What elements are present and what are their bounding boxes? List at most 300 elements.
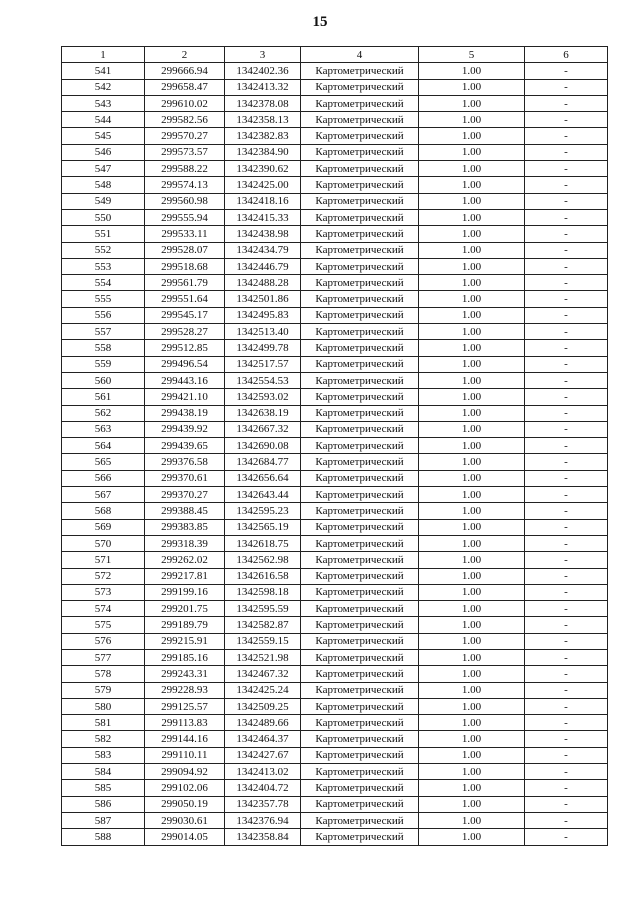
table-row bbox=[62, 307, 608, 323]
point-number-cell: 545 bbox=[62, 128, 145, 144]
x-coordinate-cell: 299439.92 bbox=[145, 421, 225, 437]
point-number-cell: 583 bbox=[62, 747, 145, 763]
point-number-cell: 580 bbox=[62, 698, 145, 714]
note-cell: - bbox=[525, 601, 608, 617]
table-row bbox=[62, 829, 608, 845]
y-coordinate-cell: 1342358.84 bbox=[225, 829, 301, 845]
table-row bbox=[62, 503, 608, 519]
point-number-cell: 550 bbox=[62, 209, 145, 225]
y-coordinate-cell: 1342413.32 bbox=[225, 79, 301, 95]
x-coordinate-cell: 299113.83 bbox=[145, 715, 225, 731]
point-number-cell: 554 bbox=[62, 275, 145, 291]
accuracy-cell: 1.00 bbox=[419, 112, 525, 128]
method-cell: Картометрический bbox=[301, 617, 419, 633]
accuracy-cell: 1.00 bbox=[419, 552, 525, 568]
method-cell: Картометрический bbox=[301, 421, 419, 437]
x-coordinate-cell: 299573.57 bbox=[145, 144, 225, 160]
y-coordinate-cell: 1342638.19 bbox=[225, 405, 301, 421]
method-cell: Картометрический bbox=[301, 307, 419, 323]
note-cell: - bbox=[525, 161, 608, 177]
point-number-cell: 570 bbox=[62, 535, 145, 551]
x-coordinate-cell: 299439.65 bbox=[145, 438, 225, 454]
header-col-5: 5 bbox=[419, 47, 525, 63]
table-row bbox=[62, 715, 608, 731]
note-cell: - bbox=[525, 812, 608, 828]
point-number-cell: 569 bbox=[62, 519, 145, 535]
note-cell: - bbox=[525, 258, 608, 274]
point-number-cell: 572 bbox=[62, 568, 145, 584]
point-number-cell: 576 bbox=[62, 633, 145, 649]
x-coordinate-cell: 299125.57 bbox=[145, 698, 225, 714]
table-row bbox=[62, 291, 608, 307]
method-cell: Картометрический bbox=[301, 112, 419, 128]
table-row bbox=[62, 698, 608, 714]
x-coordinate-cell: 299610.02 bbox=[145, 95, 225, 111]
accuracy-cell: 1.00 bbox=[419, 535, 525, 551]
accuracy-cell: 1.00 bbox=[419, 649, 525, 665]
point-number-cell: 565 bbox=[62, 454, 145, 470]
point-number-cell: 568 bbox=[62, 503, 145, 519]
x-coordinate-cell: 299528.27 bbox=[145, 324, 225, 340]
x-coordinate-cell: 299574.13 bbox=[145, 177, 225, 193]
x-coordinate-cell: 299533.11 bbox=[145, 226, 225, 242]
method-cell: Картометрический bbox=[301, 747, 419, 763]
accuracy-cell: 1.00 bbox=[419, 584, 525, 600]
method-cell: Картометрический bbox=[301, 372, 419, 388]
point-number-cell: 585 bbox=[62, 780, 145, 796]
accuracy-cell: 1.00 bbox=[419, 128, 525, 144]
point-number-cell: 579 bbox=[62, 682, 145, 698]
accuracy-cell: 1.00 bbox=[419, 389, 525, 405]
method-cell: Картометрический bbox=[301, 209, 419, 225]
y-coordinate-cell: 1342378.08 bbox=[225, 95, 301, 111]
y-coordinate-cell: 1342382.83 bbox=[225, 128, 301, 144]
header-col-4: 4 bbox=[301, 47, 419, 63]
x-coordinate-cell: 299110.11 bbox=[145, 747, 225, 763]
x-coordinate-cell: 299388.45 bbox=[145, 503, 225, 519]
accuracy-cell: 1.00 bbox=[419, 617, 525, 633]
x-coordinate-cell: 299421.10 bbox=[145, 389, 225, 405]
table-row bbox=[62, 372, 608, 388]
point-number-cell: 542 bbox=[62, 79, 145, 95]
method-cell: Картометрический bbox=[301, 698, 419, 714]
table-row bbox=[62, 193, 608, 209]
point-number-cell: 552 bbox=[62, 242, 145, 258]
method-cell: Картометрический bbox=[301, 193, 419, 209]
accuracy-cell: 1.00 bbox=[419, 356, 525, 372]
accuracy-cell: 1.00 bbox=[419, 568, 525, 584]
x-coordinate-cell: 299030.61 bbox=[145, 812, 225, 828]
accuracy-cell: 1.00 bbox=[419, 438, 525, 454]
y-coordinate-cell: 1342413.02 bbox=[225, 764, 301, 780]
method-cell: Картометрический bbox=[301, 666, 419, 682]
table-row bbox=[62, 666, 608, 682]
table-row bbox=[62, 649, 608, 665]
table-row bbox=[62, 63, 608, 79]
point-number-cell: 553 bbox=[62, 258, 145, 274]
point-number-cell: 560 bbox=[62, 372, 145, 388]
point-number-cell: 578 bbox=[62, 666, 145, 682]
note-cell: - bbox=[525, 829, 608, 845]
x-coordinate-cell: 299570.27 bbox=[145, 128, 225, 144]
point-number-cell: 541 bbox=[62, 63, 145, 79]
method-cell: Картометрический bbox=[301, 796, 419, 812]
accuracy-cell: 1.00 bbox=[419, 340, 525, 356]
y-coordinate-cell: 1342618.75 bbox=[225, 535, 301, 551]
accuracy-cell: 1.00 bbox=[419, 487, 525, 503]
method-cell: Картометрический bbox=[301, 470, 419, 486]
y-coordinate-cell: 1342521.98 bbox=[225, 649, 301, 665]
point-number-cell: 575 bbox=[62, 617, 145, 633]
accuracy-cell: 1.00 bbox=[419, 666, 525, 682]
accuracy-cell: 1.00 bbox=[419, 780, 525, 796]
note-cell: - bbox=[525, 552, 608, 568]
note-cell: - bbox=[525, 405, 608, 421]
y-coordinate-cell: 1342376.94 bbox=[225, 812, 301, 828]
point-number-cell: 561 bbox=[62, 389, 145, 405]
point-number-cell: 556 bbox=[62, 307, 145, 323]
table-row bbox=[62, 584, 608, 600]
table-row bbox=[62, 764, 608, 780]
y-coordinate-cell: 1342595.59 bbox=[225, 601, 301, 617]
table-row bbox=[62, 747, 608, 763]
y-coordinate-cell: 1342501.86 bbox=[225, 291, 301, 307]
x-coordinate-cell: 299243.31 bbox=[145, 666, 225, 682]
y-coordinate-cell: 1342438.98 bbox=[225, 226, 301, 242]
x-coordinate-cell: 299201.75 bbox=[145, 601, 225, 617]
y-coordinate-cell: 1342667.32 bbox=[225, 421, 301, 437]
method-cell: Картометрический bbox=[301, 633, 419, 649]
accuracy-cell: 1.00 bbox=[419, 258, 525, 274]
accuracy-cell: 1.00 bbox=[419, 812, 525, 828]
note-cell: - bbox=[525, 95, 608, 111]
y-coordinate-cell: 1342427.67 bbox=[225, 747, 301, 763]
x-coordinate-cell: 299582.56 bbox=[145, 112, 225, 128]
note-cell: - bbox=[525, 291, 608, 307]
table-row bbox=[62, 95, 608, 111]
x-coordinate-cell: 299370.61 bbox=[145, 470, 225, 486]
y-coordinate-cell: 1342425.00 bbox=[225, 177, 301, 193]
y-coordinate-cell: 1342390.62 bbox=[225, 161, 301, 177]
accuracy-cell: 1.00 bbox=[419, 144, 525, 160]
note-cell: - bbox=[525, 177, 608, 193]
point-number-cell: 586 bbox=[62, 796, 145, 812]
y-coordinate-cell: 1342598.18 bbox=[225, 584, 301, 600]
y-coordinate-cell: 1342582.87 bbox=[225, 617, 301, 633]
point-number-cell: 557 bbox=[62, 324, 145, 340]
point-number-cell: 551 bbox=[62, 226, 145, 242]
point-number-cell: 582 bbox=[62, 731, 145, 747]
x-coordinate-cell: 299262.02 bbox=[145, 552, 225, 568]
header-col-6: 6 bbox=[525, 47, 608, 63]
y-coordinate-cell: 1342616.58 bbox=[225, 568, 301, 584]
note-cell: - bbox=[525, 470, 608, 486]
x-coordinate-cell: 299217.81 bbox=[145, 568, 225, 584]
y-coordinate-cell: 1342509.25 bbox=[225, 698, 301, 714]
x-coordinate-cell: 299014.05 bbox=[145, 829, 225, 845]
method-cell: Картометрический bbox=[301, 177, 419, 193]
y-coordinate-cell: 1342467.32 bbox=[225, 666, 301, 682]
note-cell: - bbox=[525, 438, 608, 454]
x-coordinate-cell: 299518.68 bbox=[145, 258, 225, 274]
accuracy-cell: 1.00 bbox=[419, 95, 525, 111]
accuracy-cell: 1.00 bbox=[419, 503, 525, 519]
x-coordinate-cell: 299666.94 bbox=[145, 63, 225, 79]
method-cell: Картометрический bbox=[301, 682, 419, 698]
note-cell: - bbox=[525, 242, 608, 258]
method-cell: Картометрический bbox=[301, 780, 419, 796]
x-coordinate-cell: 299443.16 bbox=[145, 372, 225, 388]
note-cell: - bbox=[525, 649, 608, 665]
y-coordinate-cell: 1342446.79 bbox=[225, 258, 301, 274]
note-cell: - bbox=[525, 535, 608, 551]
x-coordinate-cell: 299383.85 bbox=[145, 519, 225, 535]
x-coordinate-cell: 299561.79 bbox=[145, 275, 225, 291]
method-cell: Картометрический bbox=[301, 144, 419, 160]
point-number-cell: 555 bbox=[62, 291, 145, 307]
table-row bbox=[62, 568, 608, 584]
note-cell: - bbox=[525, 584, 608, 600]
table-body bbox=[62, 63, 608, 845]
y-coordinate-cell: 1342357.78 bbox=[225, 796, 301, 812]
method-cell: Картометрический bbox=[301, 324, 419, 340]
note-cell: - bbox=[525, 764, 608, 780]
method-cell: Картометрический bbox=[301, 535, 419, 551]
accuracy-cell: 1.00 bbox=[419, 307, 525, 323]
note-cell: - bbox=[525, 617, 608, 633]
x-coordinate-cell: 299528.07 bbox=[145, 242, 225, 258]
x-coordinate-cell: 299438.19 bbox=[145, 405, 225, 421]
method-cell: Картометрический bbox=[301, 356, 419, 372]
point-number-cell: 563 bbox=[62, 421, 145, 437]
point-number-cell: 548 bbox=[62, 177, 145, 193]
method-cell: Картометрический bbox=[301, 95, 419, 111]
x-coordinate-cell: 299199.16 bbox=[145, 584, 225, 600]
table-row bbox=[62, 487, 608, 503]
note-cell: - bbox=[525, 209, 608, 225]
method-cell: Картометрический bbox=[301, 63, 419, 79]
note-cell: - bbox=[525, 356, 608, 372]
method-cell: Картометрический bbox=[301, 405, 419, 421]
table-row bbox=[62, 340, 608, 356]
table-row bbox=[62, 780, 608, 796]
method-cell: Картометрический bbox=[301, 340, 419, 356]
accuracy-cell: 1.00 bbox=[419, 470, 525, 486]
coordinates-table bbox=[61, 46, 608, 846]
method-cell: Картометрический bbox=[301, 79, 419, 95]
y-coordinate-cell: 1342384.90 bbox=[225, 144, 301, 160]
point-number-cell: 567 bbox=[62, 487, 145, 503]
note-cell: - bbox=[525, 144, 608, 160]
method-cell: Картометрический bbox=[301, 584, 419, 600]
y-coordinate-cell: 1342425.24 bbox=[225, 682, 301, 698]
x-coordinate-cell: 299560.98 bbox=[145, 193, 225, 209]
note-cell: - bbox=[525, 731, 608, 747]
note-cell: - bbox=[525, 796, 608, 812]
table-row bbox=[62, 421, 608, 437]
y-coordinate-cell: 1342562.98 bbox=[225, 552, 301, 568]
table-row bbox=[62, 519, 608, 535]
y-coordinate-cell: 1342559.15 bbox=[225, 633, 301, 649]
point-number-cell: 571 bbox=[62, 552, 145, 568]
accuracy-cell: 1.00 bbox=[419, 421, 525, 437]
accuracy-cell: 1.00 bbox=[419, 324, 525, 340]
accuracy-cell: 1.00 bbox=[419, 79, 525, 95]
accuracy-cell: 1.00 bbox=[419, 633, 525, 649]
table-row bbox=[62, 128, 608, 144]
point-number-cell: 559 bbox=[62, 356, 145, 372]
method-cell: Картометрический bbox=[301, 552, 419, 568]
point-number-cell: 549 bbox=[62, 193, 145, 209]
point-number-cell: 584 bbox=[62, 764, 145, 780]
x-coordinate-cell: 299102.06 bbox=[145, 780, 225, 796]
method-cell: Картометрический bbox=[301, 731, 419, 747]
table-row bbox=[62, 209, 608, 225]
x-coordinate-cell: 299555.94 bbox=[145, 209, 225, 225]
header-row bbox=[62, 47, 608, 63]
x-coordinate-cell: 299512.85 bbox=[145, 340, 225, 356]
note-cell: - bbox=[525, 633, 608, 649]
table-row bbox=[62, 112, 608, 128]
note-cell: - bbox=[525, 519, 608, 535]
table-row bbox=[62, 405, 608, 421]
table-row bbox=[62, 389, 608, 405]
x-coordinate-cell: 299545.17 bbox=[145, 307, 225, 323]
accuracy-cell: 1.00 bbox=[419, 682, 525, 698]
method-cell: Картометрический bbox=[301, 161, 419, 177]
point-number-cell: 566 bbox=[62, 470, 145, 486]
note-cell: - bbox=[525, 79, 608, 95]
table-row bbox=[62, 617, 608, 633]
accuracy-cell: 1.00 bbox=[419, 405, 525, 421]
y-coordinate-cell: 1342404.72 bbox=[225, 780, 301, 796]
accuracy-cell: 1.00 bbox=[419, 601, 525, 617]
accuracy-cell: 1.00 bbox=[419, 698, 525, 714]
y-coordinate-cell: 1342554.53 bbox=[225, 372, 301, 388]
x-coordinate-cell: 299588.22 bbox=[145, 161, 225, 177]
note-cell: - bbox=[525, 666, 608, 682]
x-coordinate-cell: 299189.79 bbox=[145, 617, 225, 633]
x-coordinate-cell: 299215.91 bbox=[145, 633, 225, 649]
header-col-3: 3 bbox=[225, 47, 301, 63]
page-number: 15 bbox=[312, 14, 328, 30]
note-cell: - bbox=[525, 324, 608, 340]
x-coordinate-cell: 299370.27 bbox=[145, 487, 225, 503]
point-number-cell: 558 bbox=[62, 340, 145, 356]
method-cell: Картометрический bbox=[301, 829, 419, 845]
y-coordinate-cell: 1342690.08 bbox=[225, 438, 301, 454]
y-coordinate-cell: 1342643.44 bbox=[225, 487, 301, 503]
method-cell: Картометрический bbox=[301, 519, 419, 535]
table-row bbox=[62, 275, 608, 291]
y-coordinate-cell: 1342418.16 bbox=[225, 193, 301, 209]
table-row bbox=[62, 796, 608, 812]
y-coordinate-cell: 1342402.36 bbox=[225, 63, 301, 79]
note-cell: - bbox=[525, 389, 608, 405]
y-coordinate-cell: 1342656.64 bbox=[225, 470, 301, 486]
table-row bbox=[62, 682, 608, 698]
method-cell: Картометрический bbox=[301, 242, 419, 258]
table-row bbox=[62, 731, 608, 747]
x-coordinate-cell: 299376.58 bbox=[145, 454, 225, 470]
method-cell: Картометрический bbox=[301, 764, 419, 780]
point-number-cell: 564 bbox=[62, 438, 145, 454]
note-cell: - bbox=[525, 128, 608, 144]
y-coordinate-cell: 1342488.28 bbox=[225, 275, 301, 291]
table-row bbox=[62, 633, 608, 649]
table-row bbox=[62, 601, 608, 617]
point-number-cell: 573 bbox=[62, 584, 145, 600]
accuracy-cell: 1.00 bbox=[419, 372, 525, 388]
note-cell: - bbox=[525, 568, 608, 584]
y-coordinate-cell: 1342415.33 bbox=[225, 209, 301, 225]
table-row bbox=[62, 144, 608, 160]
method-cell: Картометрический bbox=[301, 128, 419, 144]
table-row bbox=[62, 79, 608, 95]
table-row bbox=[62, 324, 608, 340]
method-cell: Картометрический bbox=[301, 568, 419, 584]
point-number-cell: 577 bbox=[62, 649, 145, 665]
note-cell: - bbox=[525, 63, 608, 79]
method-cell: Картометрический bbox=[301, 601, 419, 617]
point-number-cell: 547 bbox=[62, 161, 145, 177]
table-row bbox=[62, 161, 608, 177]
note-cell: - bbox=[525, 340, 608, 356]
table-row bbox=[62, 470, 608, 486]
x-coordinate-cell: 299228.93 bbox=[145, 682, 225, 698]
method-cell: Картометрический bbox=[301, 291, 419, 307]
method-cell: Картометрический bbox=[301, 258, 419, 274]
table-row bbox=[62, 177, 608, 193]
accuracy-cell: 1.00 bbox=[419, 177, 525, 193]
x-coordinate-cell: 299658.47 bbox=[145, 79, 225, 95]
note-cell: - bbox=[525, 226, 608, 242]
accuracy-cell: 1.00 bbox=[419, 454, 525, 470]
accuracy-cell: 1.00 bbox=[419, 715, 525, 731]
point-number-cell: 588 bbox=[62, 829, 145, 845]
method-cell: Картометрический bbox=[301, 487, 419, 503]
accuracy-cell: 1.00 bbox=[419, 193, 525, 209]
point-number-cell: 581 bbox=[62, 715, 145, 731]
method-cell: Картометрический bbox=[301, 226, 419, 242]
method-cell: Картометрический bbox=[301, 503, 419, 519]
x-coordinate-cell: 299094.92 bbox=[145, 764, 225, 780]
note-cell: - bbox=[525, 682, 608, 698]
table-row bbox=[62, 454, 608, 470]
point-number-cell: 543 bbox=[62, 95, 145, 111]
note-cell: - bbox=[525, 503, 608, 519]
y-coordinate-cell: 1342595.23 bbox=[225, 503, 301, 519]
accuracy-cell: 1.00 bbox=[419, 63, 525, 79]
accuracy-cell: 1.00 bbox=[419, 291, 525, 307]
y-coordinate-cell: 1342434.79 bbox=[225, 242, 301, 258]
accuracy-cell: 1.00 bbox=[419, 242, 525, 258]
note-cell: - bbox=[525, 421, 608, 437]
note-cell: - bbox=[525, 454, 608, 470]
method-cell: Картометрический bbox=[301, 438, 419, 454]
accuracy-cell: 1.00 bbox=[419, 829, 525, 845]
note-cell: - bbox=[525, 112, 608, 128]
accuracy-cell: 1.00 bbox=[419, 731, 525, 747]
method-cell: Картометрический bbox=[301, 389, 419, 405]
x-coordinate-cell: 299318.39 bbox=[145, 535, 225, 551]
table-row bbox=[62, 258, 608, 274]
y-coordinate-cell: 1342499.78 bbox=[225, 340, 301, 356]
x-coordinate-cell: 299185.16 bbox=[145, 649, 225, 665]
accuracy-cell: 1.00 bbox=[419, 747, 525, 763]
accuracy-cell: 1.00 bbox=[419, 209, 525, 225]
note-cell: - bbox=[525, 487, 608, 503]
